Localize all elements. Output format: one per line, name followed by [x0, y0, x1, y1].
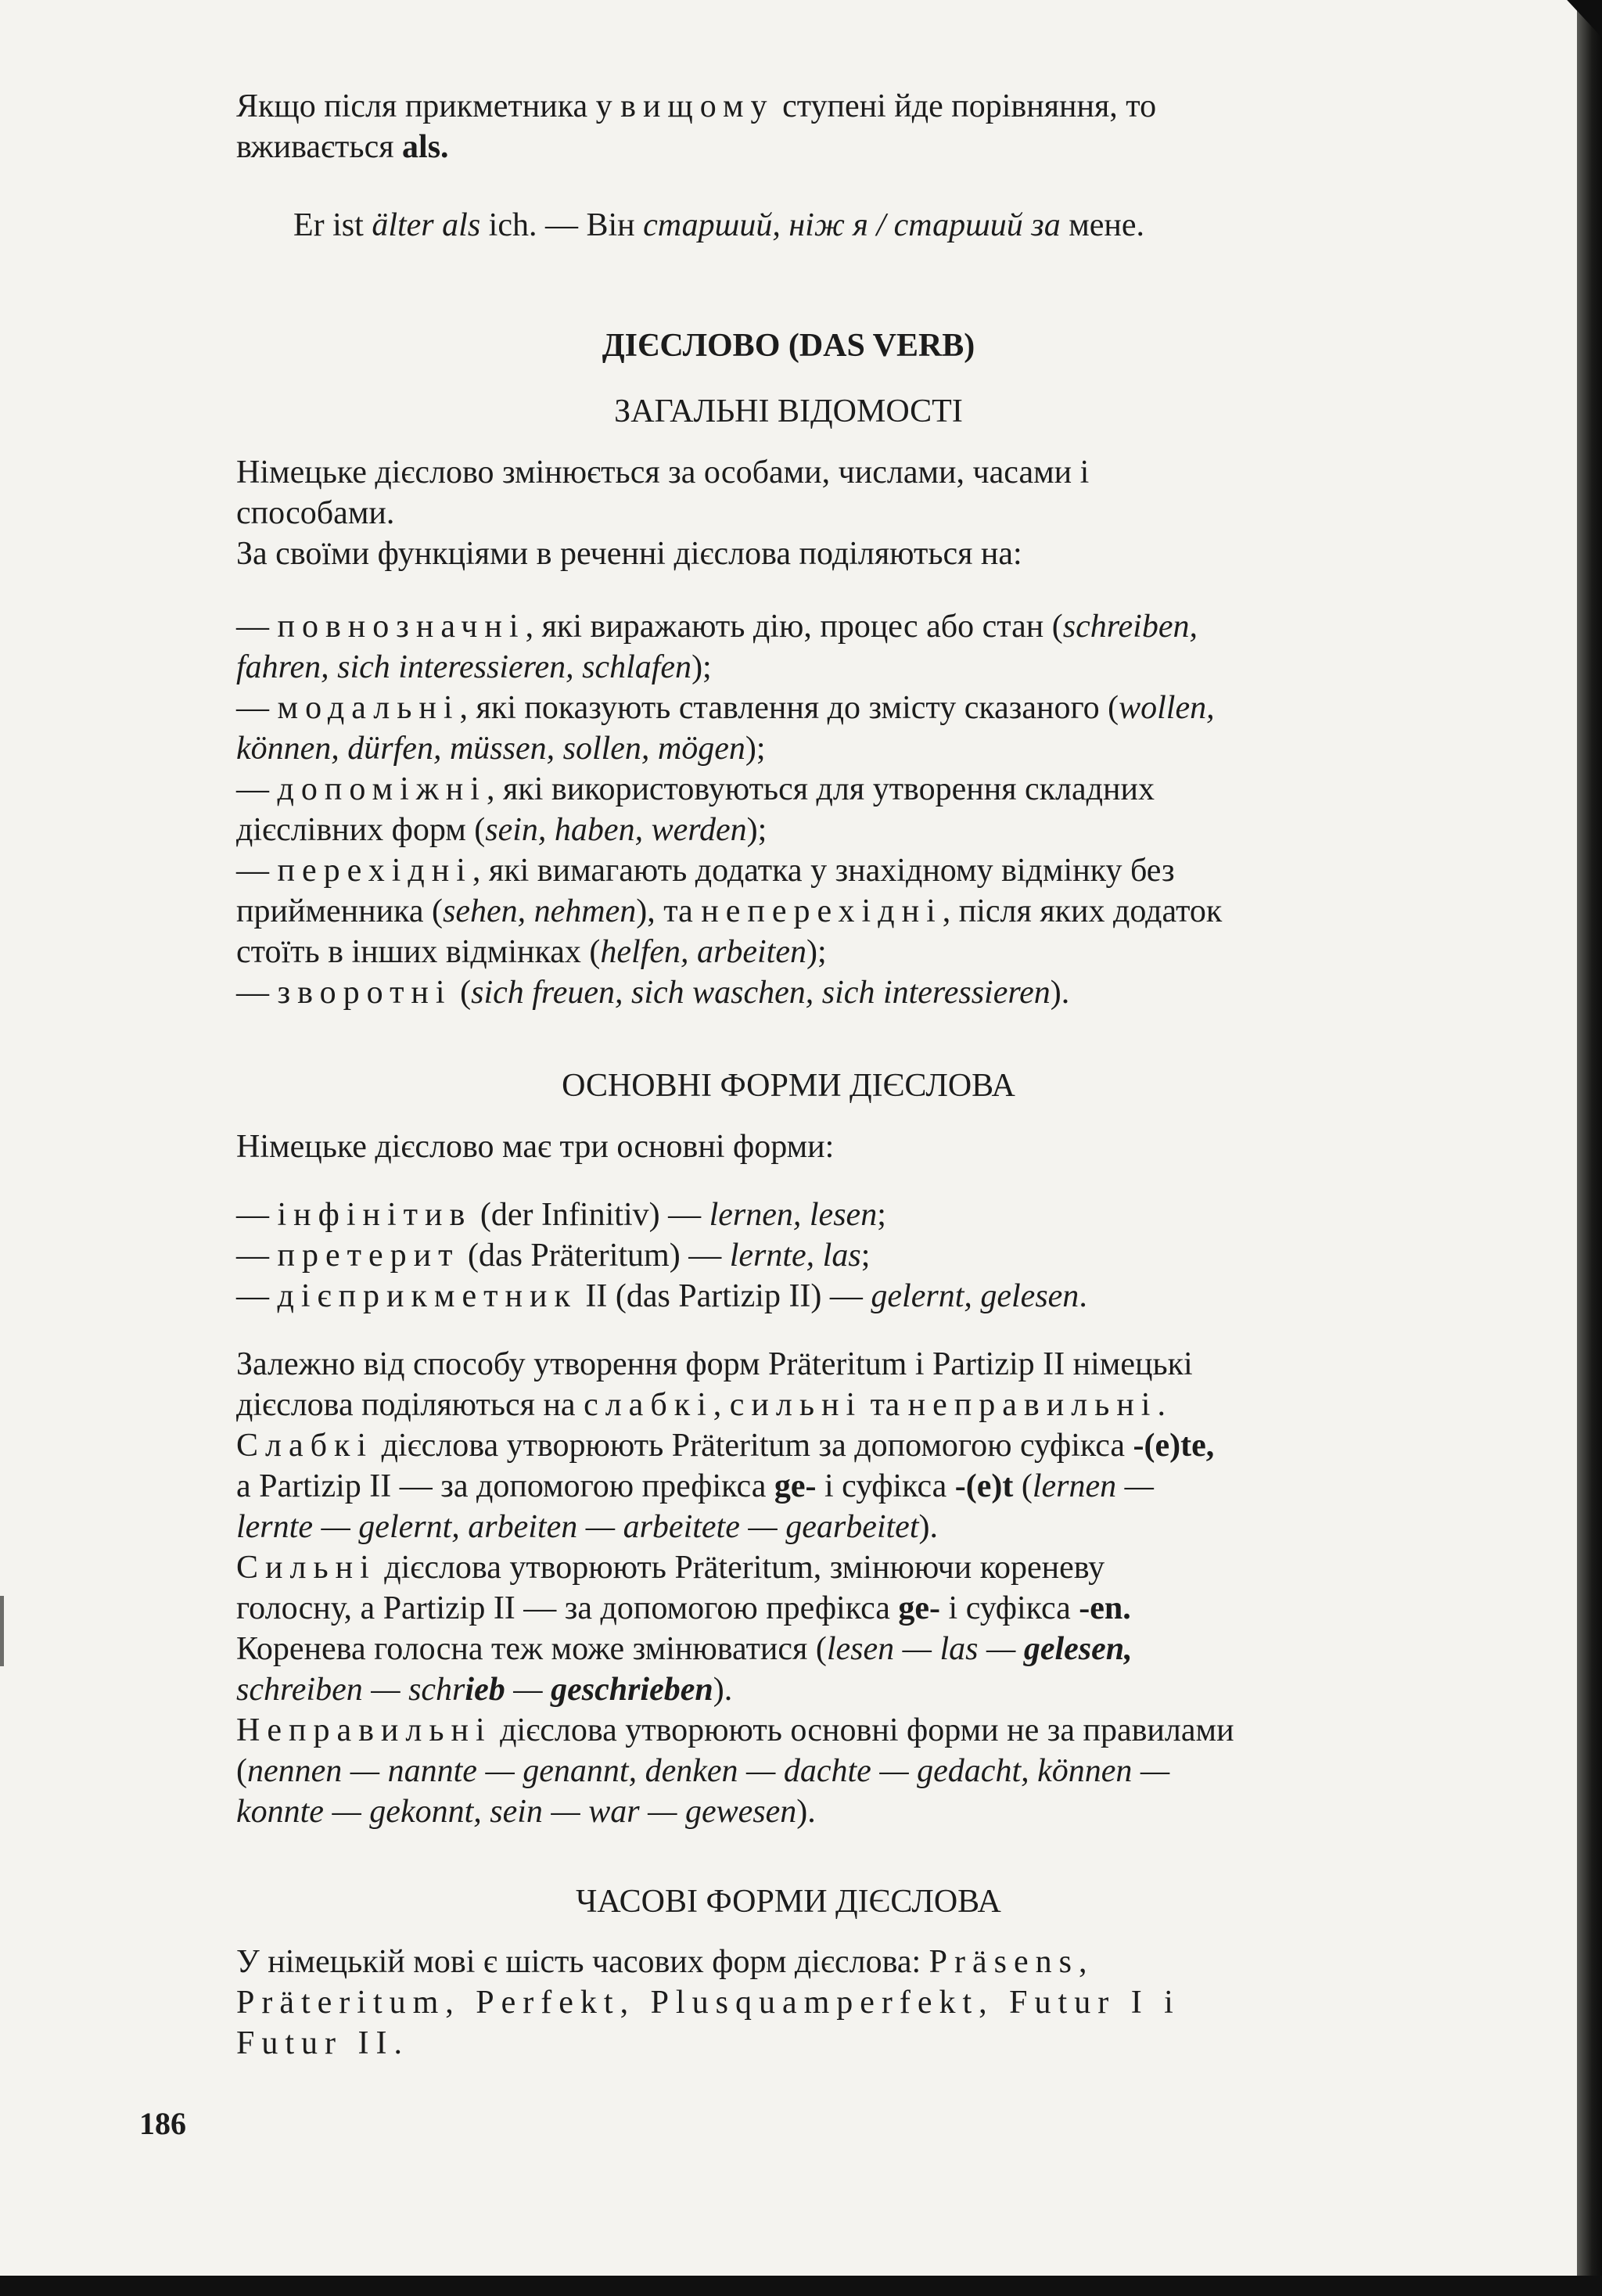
verb-function-list: [236, 606, 1476, 1013]
list-item: — модальні, які показують ставлення до змісту сказаного (wollen, können, dürfen, müssen, sollen, mögen);: [236, 690, 1215, 767]
section-title-tense-forms: ЧАСОВІ ФОРМИ ДІЄСЛОВА: [576, 1884, 1001, 1920]
list-item: — зворотні (sich freuen, sich waschen, sich interessieren).: [236, 975, 1070, 1011]
section-subtitle-general: ЗАГАЛЬНІ ВІДОМОСТІ: [614, 393, 963, 429]
list-item: — претерит (das Präteritum) — lernte, las;: [236, 1238, 871, 1274]
list-item: — дієприкметник II (das Partizip II) — gelernt, gelesen.: [236, 1278, 1087, 1314]
scan-bottom-edge: [0, 2276, 1602, 2296]
comparative-example: Er ist älter als ich. — Він старший, ніж я / старший за мене.: [293, 207, 1145, 243]
section-title-verb: ДІЄСЛОВО (DAS VERB): [602, 328, 975, 364]
book-binding-edge: [1577, 0, 1602, 2296]
comparative-rule-paragraph: Якщо після прикметника у вищому ступені йде порівняння, то вживається als.: [236, 88, 1157, 165]
basic-forms-intro: Німецьке дієслово має три основні форми:: [236, 1129, 835, 1165]
verb-intro-paragraph: Німецьке дієслово змінюється за особами, числами, часами і способами. За своїми функціями в реченні дієслова поділяються на:: [236, 455, 1090, 572]
basic-forms-list: [236, 1195, 1476, 1317]
list-item: — інфінітив (der Infinitiv) — lernen, lesen;: [236, 1197, 886, 1233]
scan-margin-mark: [0, 1596, 4, 1666]
list-item: — допоміжні, які використовуються для утворення складних дієслівних форм (sein, haben, werden);: [236, 771, 1155, 848]
list-item: — перехідні, які вимагають додатка у знахідному відмінку без прийменника (sehen, nehmen), та неперехідні, після яких додаток стоїть в інших відмінках (helfen, arbeiten);: [236, 853, 1223, 970]
section-title-basic-forms: ОСНОВНІ ФОРМИ ДІЄСЛОВА: [562, 1068, 1015, 1104]
list-item: — повнозначні, які виражають дію, процес або стан (schreiben, fahren, sich interessieren, schlafen);: [236, 609, 1198, 685]
page-number: 186: [139, 2106, 186, 2141]
tense-forms-paragraph: У німецькій мові є шість часових форм дієслова: Präsens, Präteritum, Perfekt, Plusquamperfekt, Futur I і Futur II.: [236, 1944, 1180, 2061]
verb-classes-paragraph: Залежно від способу утворення форм Präteritum і Partizip II німецькі дієслова поділяються на слабкі, сильні та неправильні. Слабкі дієслова утворюють Präteritum за допомогою суфікса -(e)te, а Partizip II — за допомогою префікса ge- і суфікса -(e)t (lernen — lernte — gelernt, arbeiten — arbeitete — gearbeitet). Сильні дієслова утворюють Präteritum, змінюючи кореневу голосну, а Partizip II — за допомогою префікса ge- і суфікса -en. Коренева голосна теж може змінюватися (lesen — las — gelesen, schreiben — schrieb — geschrieben). Неправильні дієслова утворюють основні форми не за правилами (nennen — nannte — genannt, denken — dachte — gedacht, können — konnte — gekonnt, sein — war — gewesen).: [236, 1346, 1234, 1830]
